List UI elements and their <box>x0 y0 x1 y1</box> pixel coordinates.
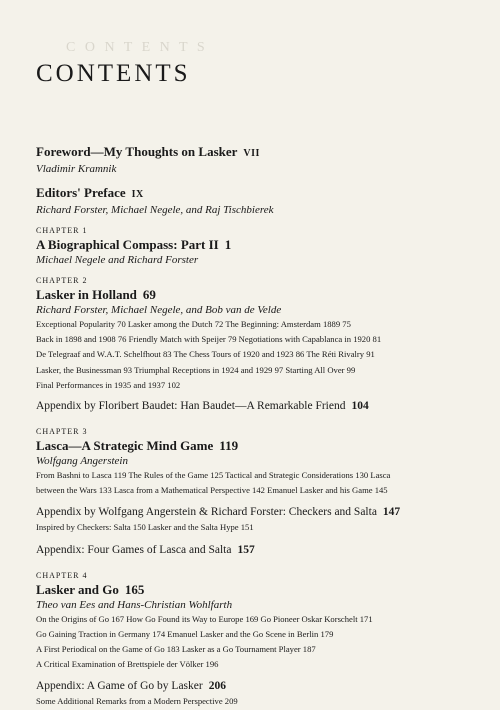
toc-entry-chapter-3[interactable] <box>36 437 491 468</box>
appendix-page: 147 <box>382 506 401 519</box>
section-line: Final Performances in 1935 and 1937 102 <box>36 379 181 390</box>
entry-authors: Richard Forster, Michael Negele, and Raj Tischbierek <box>36 204 274 216</box>
appendix-title: Appendix by Wolfgang Angerstein & Richard Forster: Checkers and Salta <box>36 506 377 519</box>
section-line: A Critical Examination of Brettspiele der Völker 196 <box>36 659 219 670</box>
toc-entry-appendix-baudet[interactable] <box>36 398 491 414</box>
appendix-title: Appendix by Floribert Baudet: Han Baudet—A Remarkable Friend <box>36 400 346 413</box>
section-line: Some Additional Remarks from a Modern Perspective 209 <box>36 696 238 707</box>
appendix-title: Appendix: A Game of Go by Lasker <box>36 680 203 693</box>
section-line: between the Wars 133 Lasca from a Mathematical Perspective 142 Emanuel Lasker and his Game 145 <box>36 485 388 496</box>
entry-title: Lasker and Go <box>36 581 119 597</box>
entry-page: 69 <box>142 287 156 302</box>
entry-authors: Michael Negele and Richard Forster <box>36 254 199 266</box>
section-line: A First Periodical on the Game of Go 183 Lasker as a Go Tournament Player 187 <box>36 644 316 655</box>
toc-entry-chapter-1[interactable] <box>36 236 491 267</box>
section-line: Go Gaining Traction in Germany 174 Emanuel Lasker and the Go Scene in Berlin 179 <box>36 628 334 639</box>
section-line: Inspired by Checkers: Salta 150 Lasker and the Salta Hype 151 <box>36 522 254 533</box>
table-of-contents <box>36 143 491 710</box>
toc-entry-chapter-2[interactable] <box>36 286 491 317</box>
entry-page: 165 <box>124 581 145 597</box>
chapter-label: CHAPTER 2 <box>36 276 88 285</box>
section-line: Back in 1898 and 1908 76 Friendly Match with Speijer 79 Negotiations with Capablanca in 1920 81 <box>36 334 382 345</box>
entry-authors: Richard Forster, Michael Negele, and Bob van de Velde <box>36 304 282 316</box>
appendix-page: 104 <box>351 400 369 413</box>
section-line: Lasker, the Businessman 93 Triumphal Receptions in 1924 and 1929 97 Starting All Over 99 <box>36 364 356 375</box>
chapter-label: CHAPTER 1 <box>36 226 88 235</box>
entry-title: Lasca—A Strategic Mind Game <box>36 438 214 454</box>
toc-entry-chapter-4[interactable] <box>36 581 491 612</box>
section-line: From Bashni to Lasca 119 The Rules of the Game 125 Tactical and Strategic Considerations 130 Lasca <box>36 470 391 481</box>
chapter-label: CHAPTER 3 <box>36 427 88 437</box>
entry-title: Editors' Preface <box>36 185 126 200</box>
entry-title: A Biographical Compass: Part II <box>36 237 219 252</box>
toc-entry-foreword[interactable] <box>36 143 491 176</box>
toc-entry-appendix-four-games[interactable] <box>36 542 491 558</box>
toc-entry-appendix-go-game[interactable] <box>36 678 491 694</box>
section-line: De Telegraaf and W.A.T. Schelfhout 83 The Chess Tours of 1920 and 1923 86 The Réti Rivalry 91 <box>36 349 375 360</box>
chapter-label: CHAPTER 4 <box>36 570 88 580</box>
entry-page: 1 <box>224 237 232 252</box>
appendix-title: Appendix: Four Games of Lasca and Salta <box>36 543 232 556</box>
entry-title: Foreword—My Thoughts on Lasker <box>36 144 238 159</box>
section-line: On the Origins of Go 167 How Go Found its Way to Europe 169 Go Pioneer Oskar Korschelt 171 <box>36 613 373 624</box>
entry-title: Lasker in Holland <box>36 287 137 302</box>
toc-entry-appendix-checkers-salta[interactable] <box>36 504 491 520</box>
toc-entry-preface[interactable] <box>36 184 491 217</box>
entry-authors: Vladimir Kramnik <box>36 163 117 175</box>
entry-authors: Theo van Ees and Hans-Christian Wohlfarth <box>36 598 233 611</box>
entry-page: IX <box>131 189 144 200</box>
section-line: Exceptional Popularity 70 Lasker among the Dutch 72 The Beginning: Amsterdam 1889 75 <box>36 319 351 329</box>
entry-authors: Wolfgang Angerstein <box>36 455 128 468</box>
appendix-page: 157 <box>237 543 255 556</box>
ghost-heading: C O N T E N T S <box>66 40 208 55</box>
page-title: CONTENTS <box>36 60 191 87</box>
entry-page: VII <box>243 148 260 159</box>
entry-page: 119 <box>219 438 239 454</box>
appendix-page: 206 <box>208 680 226 693</box>
